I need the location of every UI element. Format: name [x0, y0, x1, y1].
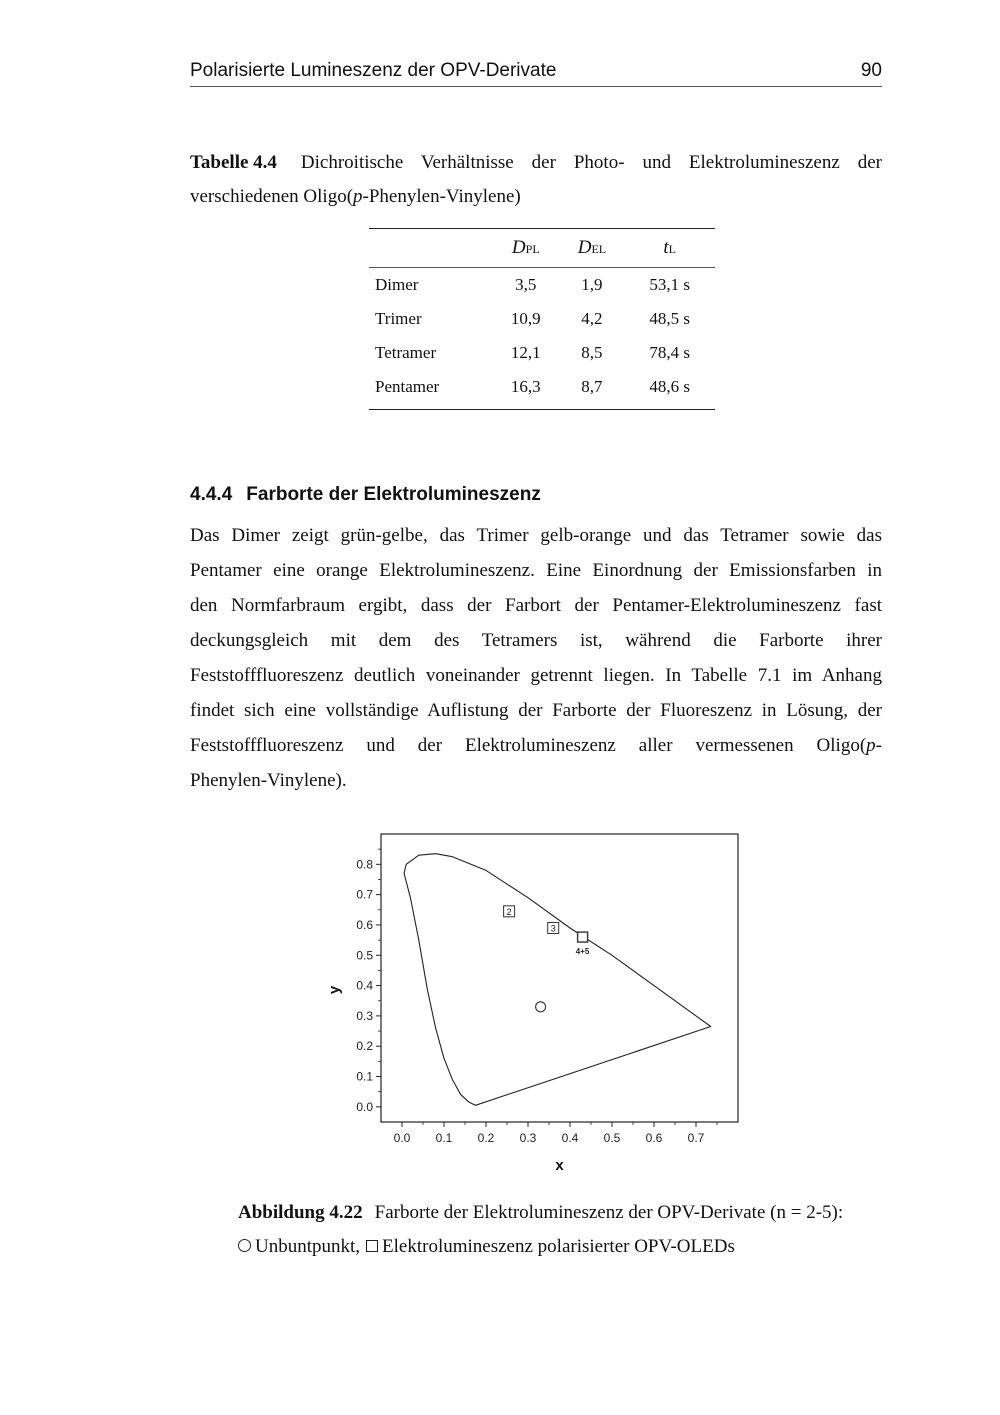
x-axis-label: x — [555, 1157, 564, 1174]
el-point-label: 3 — [550, 923, 556, 934]
table-cell-del: 1,9 — [581, 275, 603, 294]
table-header-dpl: DPL — [492, 229, 560, 268]
white-point-marker — [536, 1002, 546, 1012]
paragraph-line: den Normfarbraum ergibt, dass der Farbort der Pentamer-Elektrolumineszenz fast — [190, 595, 882, 616]
running-header — [190, 60, 882, 87]
table-caption-text: Dichroitische Verhältnisse der Photo- und Elektrolumineszenz der — [300, 152, 882, 173]
figure-caption-text: Farborte der Elektrolumineszenz der OPV-Derivate (n = 2-5): — [374, 1202, 844, 1223]
y-tick-label: 0.4 — [356, 978, 373, 993]
table-caption — [190, 146, 882, 214]
paragraph-line: deckungsgleich mit dem des Tetramers ist, während die Farborte ihrer — [190, 630, 882, 651]
x-tick-label: 0.0 — [393, 1131, 411, 1145]
x-tick-label: 0.7 — [687, 1131, 705, 1145]
table-cell-del: 8,5 — [581, 343, 603, 362]
figure-caption-label: Abbildung 4.22 — [238, 1202, 363, 1223]
x-tick-label: 0.3 — [519, 1131, 537, 1145]
table-cell-dpl: 10,9 — [510, 309, 541, 328]
el-point-label: 2 — [506, 906, 512, 917]
y-axis-label: y — [326, 985, 343, 995]
x-tick-label: 0.1 — [435, 1131, 453, 1145]
square-marker-icon — [366, 1240, 378, 1252]
section-title: Farborte der Elektrolumineszenz — [246, 484, 541, 505]
cie-chromaticity-chart — [325, 826, 745, 1186]
table-header-row — [369, 229, 715, 268]
table-cell-dpl: 16,3 — [492, 370, 560, 410]
y-tick-label: 0.8 — [356, 857, 373, 872]
table-cell-del: 4,2 — [581, 309, 603, 328]
el-point-label: 4+5 — [575, 947, 590, 957]
section-heading — [190, 484, 541, 506]
table-cell-dpl: 12,1 — [510, 343, 541, 362]
table-header-blank — [369, 229, 492, 268]
y-tick-label: 0.2 — [356, 1039, 373, 1054]
y-tick-label: 0.7 — [356, 887, 373, 902]
circle-marker-icon — [238, 1239, 251, 1252]
table-caption-text-3: -Phenylen-Vinylene) — [362, 186, 521, 207]
x-tick-label: 0.4 — [561, 1131, 579, 1145]
table-row — [369, 302, 715, 336]
body-paragraph — [190, 518, 882, 798]
table-header-del: DEL — [560, 229, 625, 268]
paragraph-line: Feststofffluoreszenz deutlich voneinander getrennt liegen. In Tabelle 7.1 im Anhang — [190, 665, 882, 686]
el-point-marker — [578, 932, 588, 942]
plot-frame — [381, 834, 738, 1122]
table-cell-tl: 48,5 s — [649, 309, 690, 328]
section-number: 4.4.4 — [190, 484, 233, 505]
y-tick-label: 0.0 — [356, 1099, 373, 1114]
table-cell-tl: 53,1 s — [649, 275, 690, 294]
paragraph-line: Das Dimer zeigt grün-gelbe, das Trimer gelb-orange und das Tetramer sowie das — [190, 525, 882, 546]
table-cell-tl: 48,6 s — [624, 370, 715, 410]
table-header-tl: tL — [624, 229, 715, 268]
table-cell-tl: 78,4 s — [649, 343, 690, 362]
table-cell-name: Dimer — [375, 275, 419, 294]
table-caption-text-2: verschiedenen Oligo( — [190, 186, 354, 207]
paragraph-line: Feststofffluoreszenz und der Elektrolumineszenz aller vermessenen Oligo(p- — [190, 735, 882, 756]
spectral-locus — [404, 854, 711, 1106]
paragraph-line: Phenylen-Vinylene). — [190, 770, 347, 791]
table-row — [369, 268, 715, 303]
table-row — [369, 370, 715, 410]
y-tick-label: 0.5 — [356, 948, 373, 963]
table-caption-label: Tabelle 4.4 — [190, 152, 277, 173]
table-cell-name: Trimer — [375, 309, 422, 328]
table-cell-del: 8,7 — [560, 370, 625, 410]
y-tick-label: 0.3 — [356, 1008, 373, 1023]
table-cell-name: Tetramer — [375, 343, 437, 362]
table-caption-italic: p — [353, 186, 363, 207]
table-row — [369, 336, 715, 370]
table-cell-dpl: 3,5 — [515, 275, 537, 294]
figure-caption — [238, 1196, 882, 1264]
page-number: 90 — [860, 60, 882, 81]
x-tick-label: 0.6 — [645, 1131, 663, 1145]
y-tick-label: 0.1 — [356, 1069, 373, 1084]
running-title: Polarisierte Lumineszenz der OPV-Derivate — [190, 60, 557, 81]
dichroic-ratio-table — [369, 228, 715, 410]
x-tick-label: 0.5 — [603, 1131, 621, 1145]
cie-chromaticity-figure — [325, 826, 745, 1186]
x-tick-label: 0.2 — [477, 1131, 495, 1145]
table-cell-name: Pentamer — [369, 370, 492, 410]
figure-caption-legend-circle: Unbuntpunkt, — [255, 1236, 361, 1257]
paragraph-line: findet sich eine vollständige Auflistung der Farborte der Fluoreszenz in Lösung, der — [190, 700, 882, 721]
figure-caption-legend-square: Elektrolumineszenz polarisierter OPV-OLEDs — [382, 1236, 735, 1257]
paragraph-line: Pentamer eine orange Elektrolumineszenz. Eine Einordnung der Emissionsfarben in — [190, 560, 882, 581]
y-tick-label: 0.6 — [356, 917, 373, 932]
